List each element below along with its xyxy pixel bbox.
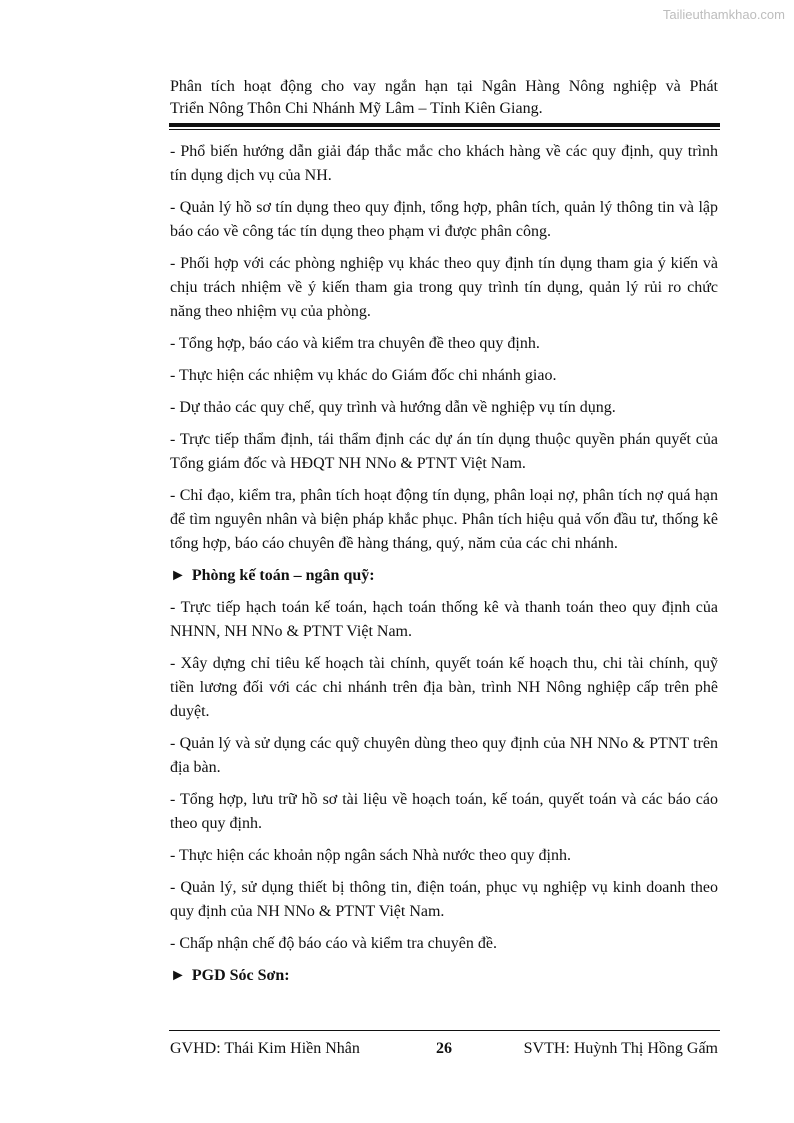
page-body <box>170 140 718 996</box>
triangle-bullet-icon: ► <box>170 967 186 984</box>
header-line-1: Phân tích hoạt động cho vay ngắn hạn tại Ngân Hàng Nông nghiệp và Phát <box>170 78 718 95</box>
paragraph-10: - Xây dựng chỉ tiêu kế hoạch tài chính, quyết toán kế hoạch thu, chi tài chính, quỹ tiền lương đối với các chi nhánh trên địa bàn, trình NH Nông nghiệp cấp trên phê duyệt. <box>170 655 718 720</box>
paragraph-7: - Trực tiếp thẩm định, tái thẩm định các dự án tín dụng thuộc quyền phán quyết của Tổng giám đốc và HĐQT NH NNo & PTNT Việt Nam. <box>170 431 718 472</box>
paragraph-6: - Dự thảo các quy chế, quy trình và hướng dẫn về nghiệp vụ tín dụng. <box>170 399 616 416</box>
paragraph-11: - Quản lý và sử dụng các quỹ chuyên dùng theo quy định của NH NNo & PTNT trên địa bàn. <box>170 735 718 776</box>
paragraph-8: - Chỉ đạo, kiểm tra, phân tích hoạt động tín dụng, phân loại nợ, phân tích nợ quá hạn để tìm nguyên nhân và biện pháp khắc phục. Phân tích hiệu quả vốn đầu tư, thống kê tổng hợp, báo cáo chuyên đề hàng tháng, quý, năm của các chi nhánh. <box>170 487 718 552</box>
paragraph-9: - Trực tiếp hạch toán kế toán, hạch toán thống kê và thanh toán theo quy định của NHNN, NH NNo & PTNT Việt Nam. <box>170 599 718 640</box>
paragraph-2: - Quản lý hồ sơ tín dụng theo quy định, tổng hợp, phân tích, quản lý thông tin và lập báo cáo về công tác tín dụng theo phạm vi được phân công. <box>170 199 718 240</box>
paragraph-14: - Quản lý, sử dụng thiết bị thông tin, điện toán, phục vụ nghiệp vụ kinh doanh theo quy định của NH NNo & PTNT Việt Nam. <box>170 879 718 920</box>
paragraph-1: - Phổ biến hướng dẫn giải đáp thắc mắc cho khách hàng về các quy định, quy trình tín dụng dịch vụ của NH. <box>170 143 718 184</box>
header-rule-thick <box>169 123 720 127</box>
footer-student: SVTH: Huỳnh Thị Hồng Gấm <box>523 1040 718 1057</box>
paragraph-5: - Thực hiện các nhiệm vụ khác do Giám đốc chi nhánh giao. <box>170 367 557 384</box>
section-heading-accounting-text: Phòng kế toán – ngân quỹ: <box>191 567 375 584</box>
section-heading-pgd-soc-son <box>170 964 718 988</box>
running-header <box>170 76 718 120</box>
section-heading-pgd-soc-son-text: PGD Sóc Sơn: <box>191 967 290 984</box>
footer-advisor: GVHD: Thái Kim Hiền Nhân <box>170 1040 360 1057</box>
header-line-2: Triển Nông Thôn Chi Nhánh Mỹ Lâm – Tỉnh Kiên Giang. <box>170 100 543 117</box>
paragraph-3: - Phối hợp với các phòng nghiệp vụ khác theo quy định tín dụng tham gia ý kiến và chịu trách nhiệm về ý kiến tham gia trong quy trình tín dụng, quản lý rủi ro chức năng theo nhiệm vụ của phòng. <box>170 255 718 320</box>
section-heading-accounting <box>170 564 718 588</box>
watermark-text: Tailieuthamkhao.com <box>662 7 785 22</box>
page-number: 26 <box>436 1040 452 1057</box>
paragraph-4: - Tổng hợp, báo cáo và kiểm tra chuyên đề theo quy định. <box>170 335 540 352</box>
paragraph-15: - Chấp nhận chế độ báo cáo và kiểm tra chuyên đề. <box>170 935 497 952</box>
paragraph-13: - Thực hiện các khoản nộp ngân sách Nhà nước theo quy định. <box>170 847 571 864</box>
triangle-bullet-icon: ► <box>170 567 186 584</box>
footer-rule <box>169 1030 720 1031</box>
header-rule-thin <box>169 129 720 130</box>
paragraph-12: - Tổng hợp, lưu trữ hồ sơ tài liệu về hoạch toán, kế toán, quyết toán và các báo cáo theo quy định. <box>170 791 718 832</box>
